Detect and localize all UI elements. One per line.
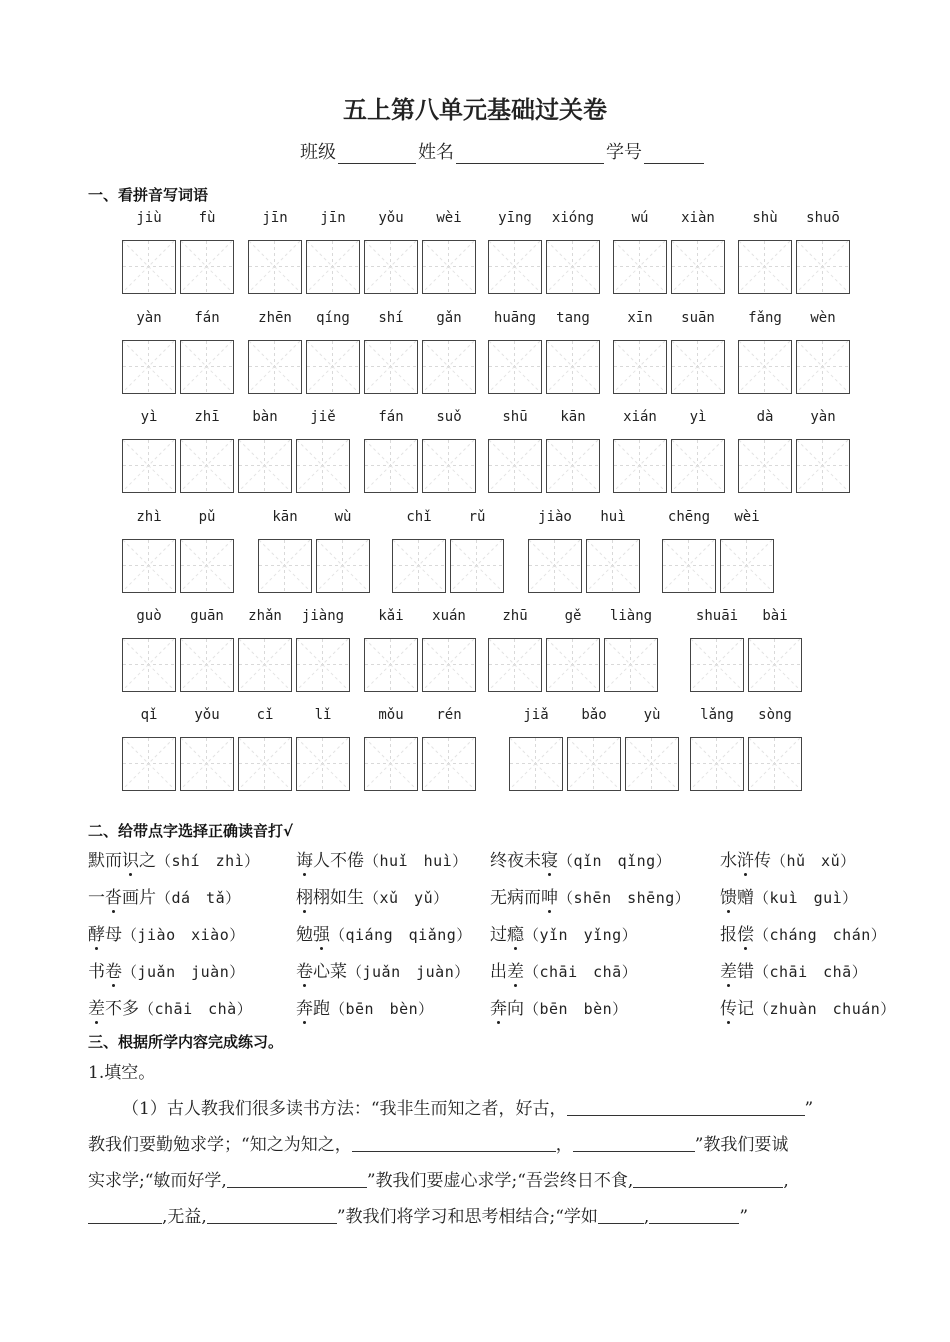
word-suffix: 记 [737,999,754,1019]
character-writing-box[interactable] [258,539,312,593]
character-writing-box[interactable] [248,340,302,394]
pinyin-options[interactable]: （chāi chā） [754,963,868,981]
character-writing-box[interactable] [422,340,476,394]
pinyin-label: wèi [734,509,760,525]
character-writing-box[interactable] [748,737,802,791]
character-writing-box[interactable] [546,240,600,294]
q1-blank-3[interactable] [573,1133,695,1152]
q1-line-1 [88,1094,868,1130]
character-writing-box[interactable] [316,539,370,593]
pinyin-label: rén [436,707,462,723]
word-suffix: 向 [507,999,524,1019]
character-writing-box[interactable] [180,737,234,791]
dotted-character: 卷 [296,957,313,982]
character-writing-box[interactable] [738,240,792,294]
character-writing-box[interactable] [122,539,176,593]
pronunciation-item [490,883,690,908]
pinyin-label: wú [631,210,649,226]
pinyin-label: huāng [493,310,537,326]
character-writing-box[interactable] [613,240,667,294]
character-writing-box[interactable] [546,439,600,493]
pronunciation-row [88,957,868,987]
pinyin-options[interactable]: （shēn shēng） [558,889,691,907]
pinyin-label: zhǎn [248,608,282,624]
pronunciation-item [490,846,671,871]
dotted-character: 浒 [737,846,754,871]
pinyin-label: bǎo [581,707,607,723]
pinyin-options[interactable]: （jiào xiào） [122,926,245,944]
pinyin-options[interactable]: （qǐn qǐng） [558,852,672,870]
word-suffix: 赠 [737,888,754,908]
character-writing-box[interactable] [546,340,600,394]
character-writing-box[interactable] [586,539,640,593]
character-writing-box[interactable] [738,439,792,493]
q1-blank-9[interactable] [649,1205,739,1224]
pinyin-label: chǐ [406,509,432,525]
dotted-character: 强 [313,920,330,945]
dotted-character: 酵 [88,920,105,945]
word-suffix: 不多 [105,999,139,1019]
character-writing-box[interactable] [613,439,667,493]
word-suffix: 错 [737,962,754,982]
character-writing-box[interactable] [422,240,476,294]
pinyin-label: jiào [538,509,572,525]
pinyin-label: chēng [667,509,711,525]
pinyin-options[interactable]: （juǎn juàn） [122,963,245,981]
character-writing-box[interactable] [296,439,350,493]
pinyin-label: sòng [758,707,792,723]
pronunciation-item [296,920,472,945]
pinyin-label: zhī [194,409,220,425]
pinyin-label: qǐ [140,707,158,723]
character-writing-box[interactable] [422,737,476,791]
pinyin-label: bài [762,608,788,624]
pinyin-options[interactable]: （juǎn juàn） [347,963,470,981]
character-writing-box[interactable] [671,240,725,294]
pronunciation-item [296,957,470,982]
character-writing-box[interactable] [450,539,504,593]
word-prefix: 出 [490,962,507,982]
q1-text-d: ， [555,1135,573,1155]
character-writing-box[interactable] [671,340,725,394]
pronunciation-item [720,920,886,945]
q1-text-l: ” [739,1207,749,1227]
pinyin-label: huì [600,509,626,525]
dotted-character: 奔 [490,994,507,1019]
character-writing-box[interactable] [422,439,476,493]
pinyin-label: fù [198,210,216,226]
q1-text-j: ”教我们将学习和思考相结合;“学如 [336,1207,598,1227]
character-writing-box[interactable] [122,737,176,791]
name-label: 姓名 [418,142,454,163]
pinyin-label: yǒu [194,707,220,723]
dotted-character: 诲 [296,846,313,871]
word-prefix: 默而 [88,851,122,871]
character-writing-box[interactable] [625,737,679,791]
character-writing-box[interactable] [248,240,302,294]
character-writing-box[interactable] [796,340,850,394]
pinyin-label: jiàng [301,608,345,624]
pinyin-label: xuán [432,608,466,624]
fill-in-label: 1.填空。 [88,1063,156,1083]
character-writing-box[interactable] [690,737,744,791]
character-writing-box[interactable] [662,539,716,593]
pinyin-label: xīn [627,310,653,326]
dotted-character: 寝 [541,846,558,871]
character-writing-box[interactable] [238,737,292,791]
pinyin-options[interactable]: （yǐn yǐng） [524,926,638,944]
dotted-character: 栩 [296,883,313,908]
dotted-character: 馈 [720,883,737,908]
word-suffix: 人不倦 [313,851,364,871]
character-writing-box[interactable] [528,539,582,593]
pinyin-options[interactable]: （shí zhì） [156,852,260,870]
pinyin-label: guān [190,608,224,624]
pinyin-label: pǔ [198,509,216,525]
dotted-character: 奔 [296,994,313,1019]
word-suffix: 母 [105,925,122,945]
pinyin-label: shí [378,310,404,326]
pronunciation-row [88,920,887,950]
q1-blank-4[interactable] [227,1169,367,1188]
dotted-character: 传 [720,994,737,1019]
character-writing-box[interactable] [180,240,234,294]
dotted-character: 差 [88,994,105,1019]
character-writing-box[interactable] [690,638,744,692]
pinyin-label: xiàn [681,210,715,226]
word-prefix: 书 [88,962,105,982]
character-writing-box[interactable] [364,340,418,394]
pinyin-label: wèn [810,310,836,326]
section-2-heading: 二、给带点字选择正确读音打√ [88,822,294,840]
pinyin-label: xián [623,409,657,425]
pronunciation-item [296,883,449,908]
character-writing-box[interactable] [392,539,446,593]
character-writing-box[interactable] [748,638,802,692]
character-writing-box[interactable] [364,439,418,493]
character-writing-box[interactable] [613,340,667,394]
character-writing-box[interactable] [546,638,600,692]
character-writing-box[interactable] [488,638,542,692]
q1-text-a: （1）古人教我们很多读书方法：“我非生而知之者，好古， [122,1099,567,1119]
pronunciation-item [490,957,637,982]
pinyin-label: jiě [310,409,336,425]
section-3-heading: 三、根据所学内容完成练习。 [88,1033,284,1051]
pinyin-label: jīn [262,210,288,226]
pinyin-label: yǒu [378,210,404,226]
character-writing-box[interactable] [122,240,176,294]
word-prefix: 报 [720,925,737,945]
pinyin-options[interactable]: （chāi chā） [524,963,638,981]
pinyin-label: shù [752,210,778,226]
word-prefix: 水 [720,851,737,871]
pinyin-label: suǒ [436,409,462,425]
pronunciation-row [88,994,896,1024]
word-suffix: 画片 [122,888,156,908]
q1-line-3 [88,1166,868,1202]
q1-text-c: 教我们要勤勉求学；“知之为知之， [88,1135,352,1155]
pinyin-label: kān [272,509,298,525]
pinyin-label: yù [643,707,661,723]
word-prefix: 勉 [296,925,313,945]
character-writing-box[interactable] [488,439,542,493]
q1-blank-1[interactable] [567,1097,805,1116]
pinyin-label: shū [502,409,528,425]
pinyin-options[interactable]: （zhuàn chuán） [754,1000,896,1018]
pinyin-label: dà [756,409,774,425]
pinyin-label: jīn [320,210,346,226]
character-writing-box[interactable] [567,737,621,791]
pinyin-label: wù [334,509,352,525]
pinyin-label: lǎng [700,707,734,723]
dotted-character: 偿 [737,920,754,945]
pinyin-label: kān [560,409,586,425]
pinyin-label: yàn [810,409,836,425]
q1-blank-2[interactable] [352,1133,556,1152]
word-suffix: 传 [754,851,771,871]
character-writing-box[interactable] [180,638,234,692]
pinyin-label: xióng [551,210,595,226]
student-info-line [300,138,706,164]
q1-line-2 [88,1130,868,1166]
pinyin-options[interactable]: （chāi chà） [139,1000,253,1018]
pinyin-label: tang [556,310,590,326]
q1-text-e: ”教我们要诚 [694,1135,789,1155]
dotted-character: 呻 [541,883,558,908]
dotted-character: 差 [507,957,524,982]
word-prefix: 一 [88,888,105,908]
pinyin-label: kǎi [378,608,404,624]
pronunciation-item [296,994,434,1019]
pinyin-options[interactable]: （hǔ xǔ） [771,852,856,870]
pinyin-label: liàng [609,608,653,624]
dotted-character: 差 [720,957,737,982]
character-writing-box[interactable] [296,737,350,791]
character-writing-box[interactable] [122,638,176,692]
word-suffix: 之 [139,851,156,871]
pinyin-label: rǔ [468,509,486,525]
number-label: 学号 [606,142,642,163]
word-suffix: 心菜 [313,962,347,982]
character-writing-box[interactable] [796,240,850,294]
pinyin-options[interactable]: （bēn bèn） [330,1000,434,1018]
pronunciation-item [88,994,252,1019]
character-writing-box[interactable] [238,638,292,692]
pronunciation-item [296,846,468,871]
q1-text-g: ”教我们要虚心求学;“吾尝终日不食, [366,1171,634,1191]
character-writing-box[interactable] [306,240,360,294]
character-writing-box[interactable] [604,638,658,692]
pronunciation-item [490,920,637,945]
pinyin-label: zhì [136,509,162,525]
pronunciation-row [88,846,868,876]
pinyin-label: fán [378,409,404,425]
pinyin-label: wèi [436,210,462,226]
pinyin-label: fǎng [748,310,782,326]
character-writing-box[interactable] [422,638,476,692]
fill-in-question-1 [88,1094,868,1238]
character-writing-box[interactable] [180,439,234,493]
pinyin-label: suān [681,310,715,326]
character-writing-box[interactable] [720,539,774,593]
dotted-character: 沓 [105,883,122,908]
pinyin-label: jiǎ [523,707,549,723]
pinyin-options[interactable]: （cháng chán） [754,926,887,944]
pronunciation-item [88,957,245,982]
pinyin-label: cǐ [256,707,274,723]
pronunciation-item [720,846,856,871]
dotted-character: 卷 [105,957,122,982]
pinyin-label: jiù [136,210,162,226]
character-writing-box[interactable] [364,638,418,692]
page-title: 五上第八单元基础过关卷 [343,96,607,124]
pinyin-label: zhēn [258,310,292,326]
pinyin-label: qíng [316,310,350,326]
character-writing-box[interactable] [509,737,563,791]
character-writing-box[interactable] [488,340,542,394]
pinyin-label: yì [689,409,707,425]
word-suffix: 栩如生 [313,888,364,908]
character-writing-box[interactable] [180,539,234,593]
pinyin-label: mǒu [378,707,404,723]
word-prefix: 过 [490,925,507,945]
pinyin-options[interactable]: （huǐ huì） [364,852,468,870]
character-writing-box[interactable] [364,240,418,294]
number-field[interactable] [644,143,704,164]
pinyin-options[interactable]: （dá tǎ） [156,889,241,907]
class-label: 班级 [300,142,336,163]
pinyin-label: lǐ [314,707,332,723]
q1-blank-7[interactable] [207,1205,337,1224]
pronunciation-item [88,883,241,908]
pinyin-label: gǎn [436,310,462,326]
pinyin-label: bàn [252,409,278,425]
pinyin-options[interactable]: （qiáng qiǎng） [330,926,472,944]
pinyin-label: yàn [136,310,162,326]
q1-text-i: ,无益, [162,1207,207,1227]
word-suffix: 跑 [313,999,330,1019]
dotted-character: 识 [122,846,139,871]
pinyin-label: yì [140,409,158,425]
character-writing-box[interactable] [122,340,176,394]
pinyin-label: shuō [806,210,840,226]
pinyin-label: shuāi [695,608,739,624]
q1-text-k: , [643,1207,650,1227]
character-writing-box[interactable] [671,439,725,493]
q1-blank-5[interactable] [633,1169,783,1188]
character-writing-box[interactable] [306,340,360,394]
character-writing-box[interactable] [180,340,234,394]
q1-text-b: ” [804,1099,814,1119]
q1-line-4 [88,1202,868,1238]
q1-text-h: , [783,1171,789,1191]
pinyin-options[interactable]: （xǔ yǔ） [364,889,449,907]
pinyin-label: guò [136,608,162,624]
character-writing-box[interactable] [738,340,792,394]
dotted-character: 瘾 [507,920,524,945]
pronunciation-row [88,883,868,913]
class-field[interactable] [338,143,416,164]
pronunciation-item [720,994,896,1019]
word-prefix: 无病而 [490,888,541,908]
pronunciation-item [88,846,260,871]
character-writing-box[interactable] [796,439,850,493]
pinyin-label: yīng [498,210,532,226]
q1-blank-6[interactable] [88,1205,162,1224]
pronunciation-item [88,920,245,945]
pinyin-label: gě [564,608,582,624]
q1-text-f: 实求学;“敏而好学, [88,1171,227,1191]
character-writing-box[interactable] [488,240,542,294]
pronunciation-item [490,994,628,1019]
section-1-heading: 一、看拼音写词语 [88,186,209,204]
name-field[interactable] [456,143,604,164]
character-writing-box[interactable] [364,737,418,791]
q1-blank-8[interactable] [598,1205,644,1224]
pinyin-label: fán [194,310,220,326]
pronunciation-item [720,883,858,908]
pinyin-options[interactable]: （kuì guì） [754,889,858,907]
character-writing-box[interactable] [238,439,292,493]
pinyin-label: zhū [502,608,528,624]
character-writing-box[interactable] [296,638,350,692]
word-prefix: 终夜未 [490,851,541,871]
pronunciation-item [720,957,867,982]
pinyin-options[interactable]: （bēn bèn） [524,1000,628,1018]
character-writing-box[interactable] [122,439,176,493]
